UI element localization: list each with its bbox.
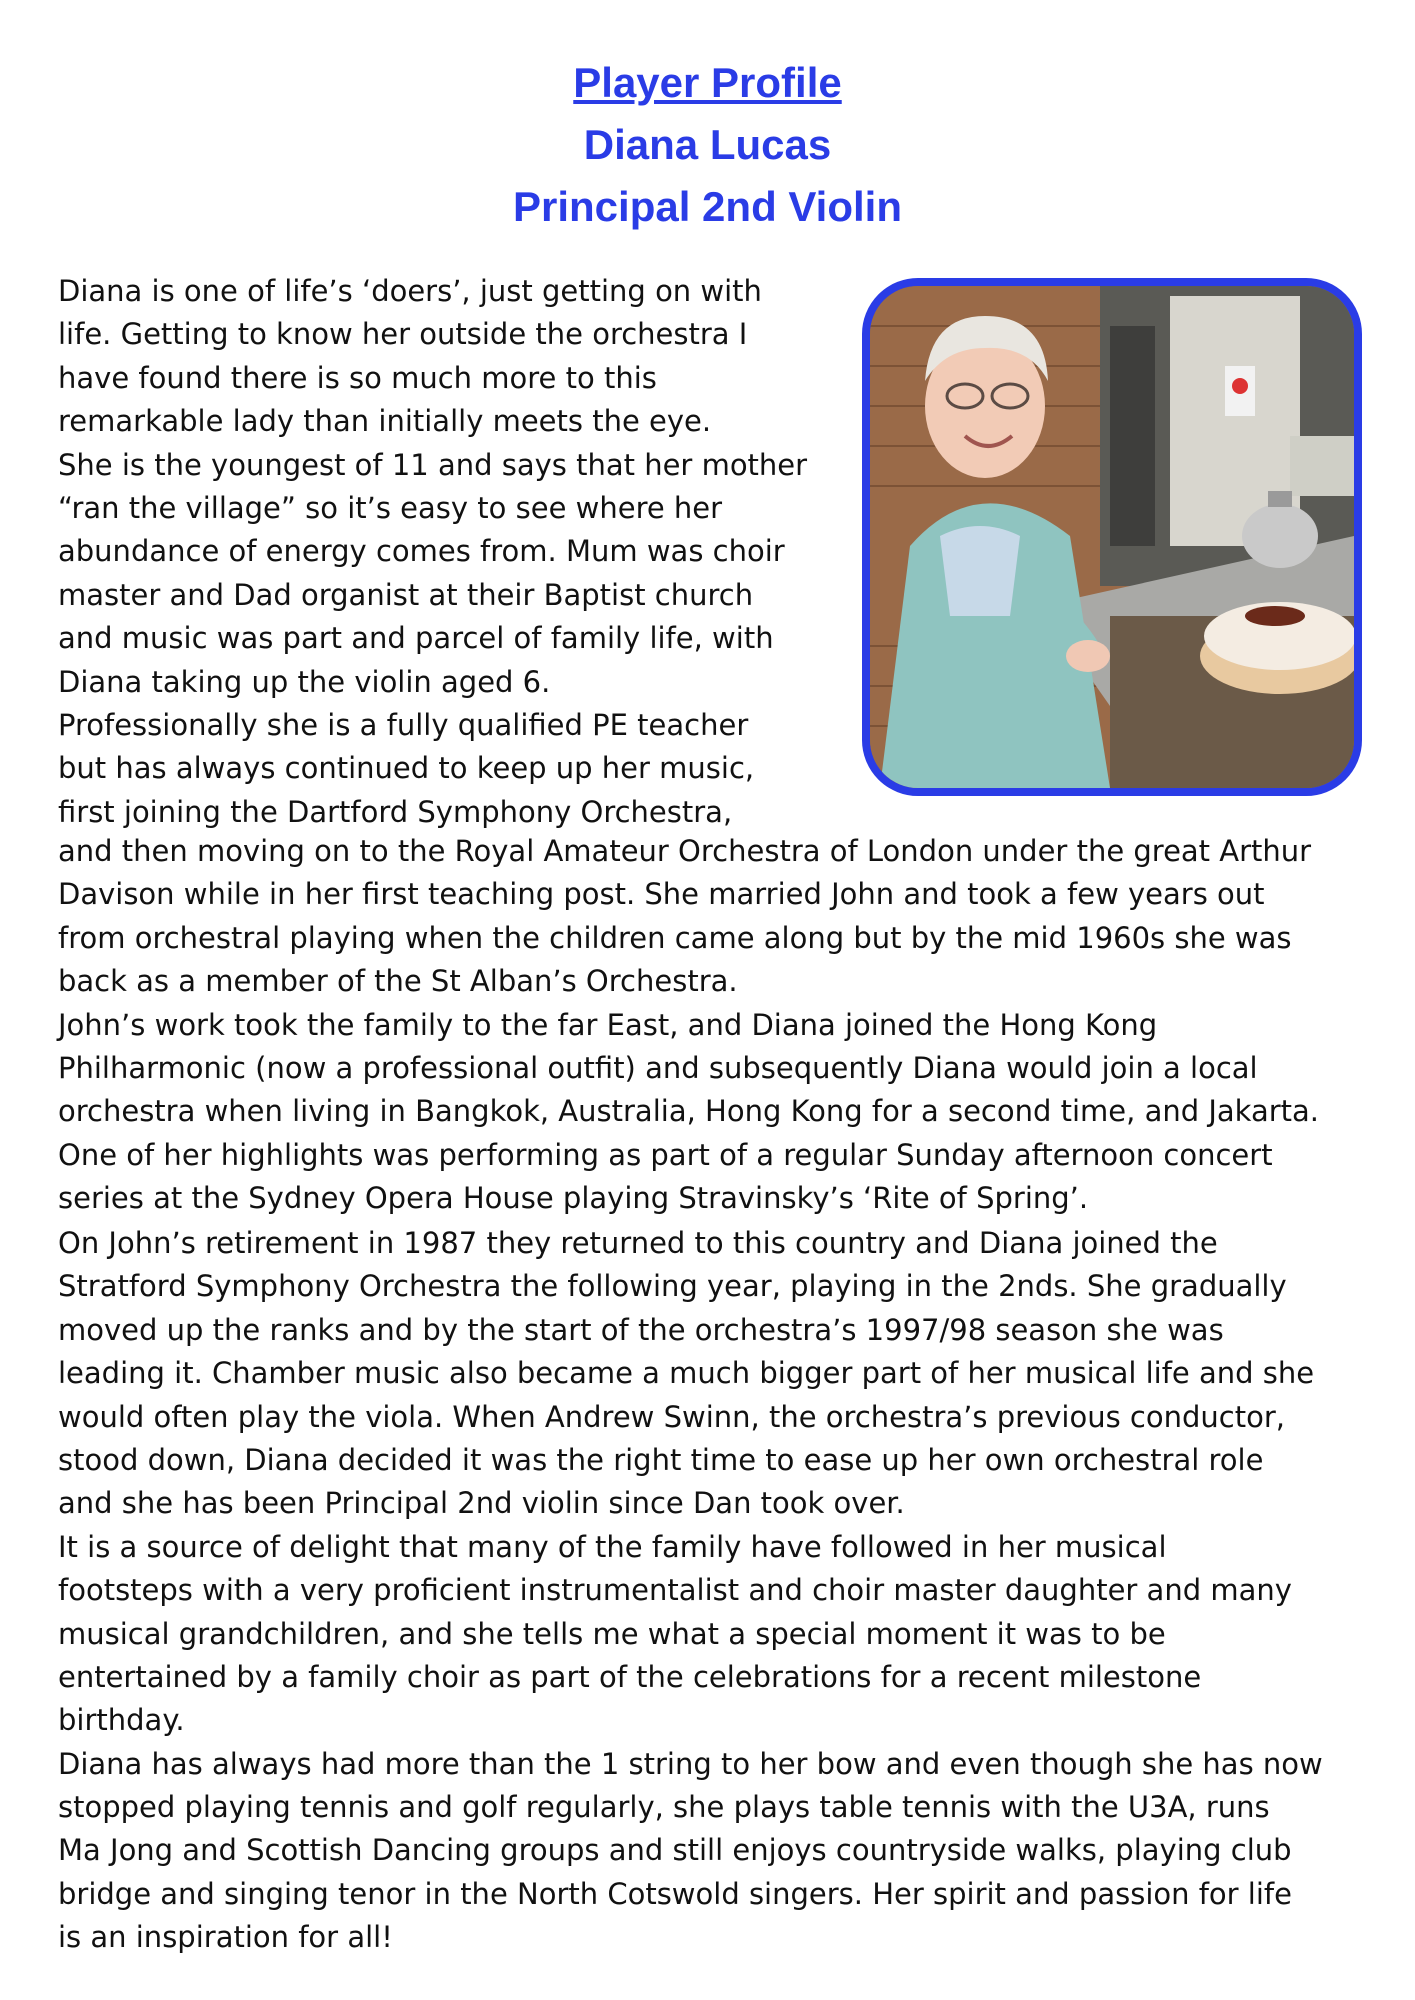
text-line: John’s work took the family to the far East, and Diana joined the Hong Kong <box>58 1007 1158 1042</box>
text-line: back as a member of the St Alban’s Orchestra. <box>58 964 738 999</box>
text-line: Stratford Symphony Orchestra the following year, playing in the 2nds. She gradually <box>58 1269 1287 1304</box>
text-line: birthday. <box>58 1703 185 1738</box>
text-line: and then moving on to the Royal Amateur Orchestra of London under the great Arthur <box>58 834 1312 868</box>
player-role: Principal 2nd Violin <box>513 183 902 230</box>
page-title: Player Profile <box>573 59 842 106</box>
text-line: and she has been Principal 2nd violin since Dan took over. <box>58 1486 905 1521</box>
final-paragraph <box>58 1222 1358 1960</box>
text-line: abundance of energy comes from. Mum was choir <box>58 534 785 569</box>
text-line: leading it. Chamber music also became a much bigger part of her musical life and she <box>58 1356 1315 1391</box>
text-line: Diana taking up the violin aged 6. <box>58 664 551 699</box>
profile-header <box>0 52 1415 238</box>
text-line: life. Getting to know her outside the orchestra I <box>58 317 748 352</box>
text-line: Philharmonic (now a professional outfit) and subsequently Diana would join a local <box>58 1050 1258 1085</box>
text-line: One of her highlights was performing as part of a regular Sunday afternoon concert <box>58 1137 1273 1172</box>
text-line: and music was part and parcel of family life, with <box>58 621 774 656</box>
text-line: “ran the village” so it’s easy to see where her <box>58 490 723 525</box>
text-line: footsteps with a very proficient instrumentalist and choir master daughter and many <box>58 1573 1292 1608</box>
text-line: moved up the ranks and by the start of the orchestra’s 1997/98 season she was <box>58 1312 1224 1347</box>
intro-paragraph <box>58 270 1358 834</box>
text-line: musical grandchildren, and she tells me what a special moment it was to be <box>58 1616 1166 1651</box>
middle-paragraph <box>58 830 1358 1221</box>
text-line: stood down, Diana decided it was the right time to ease up her own orchestral role <box>58 1442 1264 1477</box>
text-line: bridge and singing tenor in the North Cotswold singers. Her spirit and passion for life <box>58 1876 1292 1911</box>
text-line: Professionally she is a fully qualified PE teacher <box>58 707 749 742</box>
text-line: but has always continued to keep up her music, <box>58 751 755 786</box>
text-line: remarkable lady than initially meets the eye. <box>58 404 712 439</box>
text-line: is an inspiration for all! <box>58 1920 393 1955</box>
player-name: Diana Lucas <box>583 121 832 168</box>
text-line: master and Dad organist at their Baptist church <box>58 577 754 612</box>
text-line: Davison while in her first teaching post. She married John and took a few years out <box>58 877 1265 912</box>
text-line: Diana is one of life’s ‘doers’, just getting on with <box>58 274 762 308</box>
text-line: stopped playing tennis and golf regularly, she plays table tennis with the U3A, runs <box>58 1790 1270 1825</box>
text-line: Ma Jong and Scottish Dancing groups and still enjoys countryside walks, playing club <box>58 1833 1292 1868</box>
text-line: orchestra when living in Bangkok, Australia, Hong Kong for a second time, and Jakarta. <box>58 1094 1320 1129</box>
text-line: She is the youngest of 11 and says that her mother <box>58 447 808 482</box>
text-line: entertained by a family choir as part of the celebrations for a recent milestone <box>58 1659 1202 1694</box>
text-line: Diana has always had more than the 1 string to her bow and even though she has now <box>58 1746 1323 1781</box>
text-line: have found there is so much more to this <box>58 360 657 395</box>
text-line: series at the Sydney Opera House playing Stravinsky’s ‘Rite of Spring’. <box>58 1181 1089 1216</box>
text-line: It is a source of delight that many of the family have followed in her musical <box>58 1529 1167 1564</box>
text-line: would often play the viola. When Andrew Swinn, the orchestra’s previous conductor, <box>58 1399 1285 1434</box>
text-line: On John’s retirement in 1987 they returned to this country and Diana joined the <box>58 1226 1218 1260</box>
text-line: first joining the Dartford Symphony Orchestra, <box>58 794 733 829</box>
text-line: from orchestral playing when the children came along but by the mid 1960s she was <box>58 920 1292 955</box>
